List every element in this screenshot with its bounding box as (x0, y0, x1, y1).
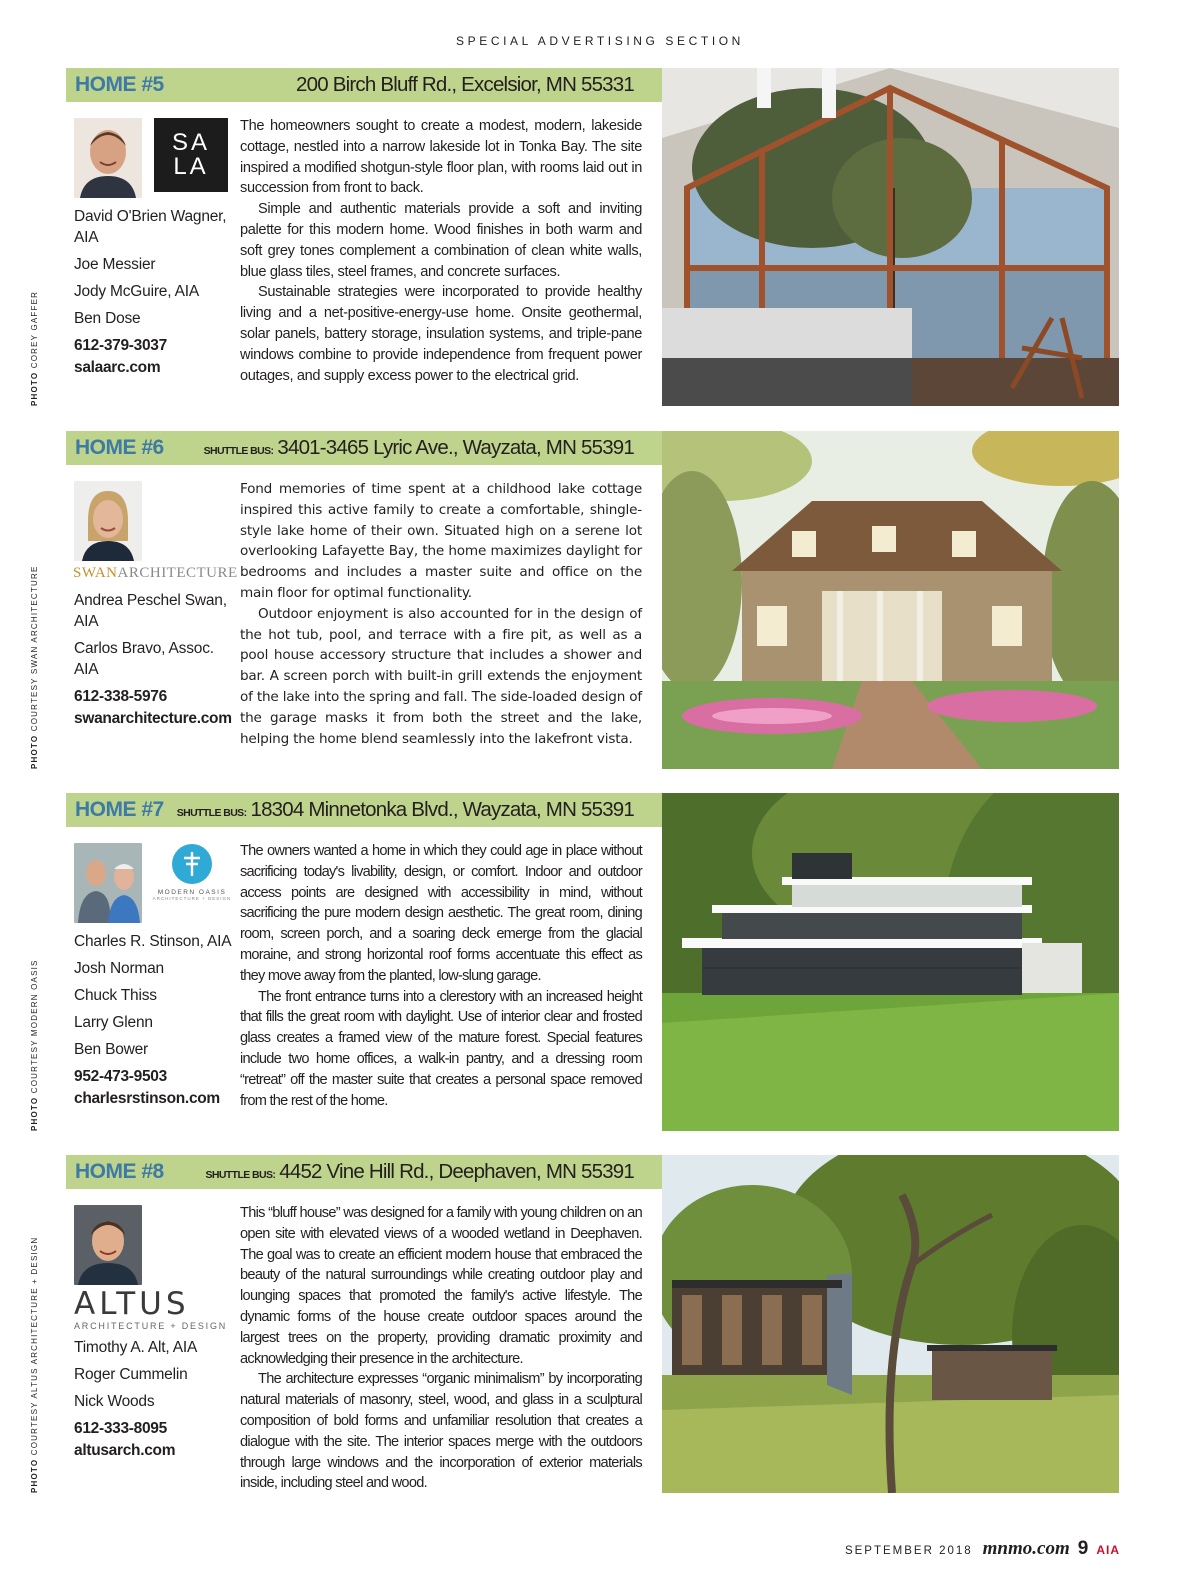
home-description: This “bluff house” was designed for a family with young children on an open site with elevated views of a wooded wetland in Deephaven. The goal was to create an efficient modern house that embraced the beauty of the natural surroundings while creating outdoor play and lounging spaces that promoted the family's active lifestyle. The dynamic forms of the house create outdoor spaces around the largest trees on the property, providing dramatic proximity and acknowledging their presence in the architecture. The architecture expresses “organic minimalism” by incorporating natural materials of masonry, steel, wood, and glass in a sculptural composition of bold forms and unfamiliar resolution that creates a dialogue with the site. The interior spaces merge with the outdoors through large windows and the incorporation of exterior materials inside, including steel and wood. (240, 1205, 642, 1492)
photo-credit: PHOTO COURTESY ALTUS ARCHITECTURE + DESIGN (30, 1236, 39, 1493)
firm-website-link[interactable]: charlesrstinson.com (74, 1090, 220, 1107)
architect-name: Charles R. Stinson, AIA (74, 933, 232, 950)
photo-credit: PHOTO COREY GAFFER (30, 290, 39, 406)
architect-name: Roger Cummelin (74, 1366, 188, 1383)
firm-phone: 612-333-8095 (74, 1420, 167, 1437)
home-number: HOME #8 (75, 1160, 164, 1183)
aia-brand: AIA (1096, 1543, 1120, 1557)
shuttle-bus-label: SHUTTLE BUS: (205, 1169, 276, 1181)
home-address: 18304 Minnetonka Blvd., Wayzata, MN 55391 (250, 798, 634, 821)
architect-name: Timothy A. Alt, AIA (74, 1339, 198, 1356)
architect-headshot (74, 481, 142, 561)
modern-oasis-logo: MODERN OASIS ARCHITECTURE + DESIGN (150, 843, 234, 901)
firm-website-link[interactable]: altusarch.com (74, 1442, 176, 1459)
photo-credit: PHOTO COURTESY MODERN OASIS (30, 959, 39, 1131)
home-header-bar (66, 68, 662, 102)
architect-credits (74, 481, 239, 730)
architect-name: Joe Messier (74, 256, 156, 273)
issue-date: SEPTEMBER 2018 (844, 1545, 973, 1557)
architect-name: Ben Bower (74, 1041, 149, 1058)
swan-architecture-logo: SWANARCHITECTURE (73, 565, 238, 581)
home-address: 200 Birch Bluff Rd., Excelsior, MN 55331 (296, 73, 634, 96)
architect-credits (74, 1205, 239, 1462)
home-photo (662, 1155, 1119, 1493)
firm-phone: 952-473-9503 (74, 1068, 167, 1085)
page-number: 9 (1077, 1538, 1089, 1559)
home-description: The homeowners sought to create a modest, modern, lakeside cottage, nestled into a narrow lakeside lot in Tonka Bay. The site inspired a modified shotgun-style floor plan, with rooms laid out in succession from front to back. Simple and authentic materials provide a soft and inviting palette for this modern home. Wood finishes in both warm and soft grey tones complement a combination of clean white walls, blue glass tiles, steel frames, and concrete surfaces. Sustainable strategies were incorporated to provide healthy living and a net-positive-energy-use home. Onsite geothermal, solar panels, battery storage, insulation systems, and triple-pane windows combine to provide independence from frequent power outages, and supply excess power to the electrical grid. (240, 118, 642, 384)
home-address: 3401-3465 Lyric Ave., Wayzata, MN 55391 (277, 436, 634, 459)
firm-phone: 612-338-5976 (74, 688, 167, 705)
home-photo (662, 68, 1119, 406)
architect-name: Carlos Bravo, Assoc. AIA (74, 640, 214, 678)
page-footer (845, 1538, 1120, 1560)
home-number: HOME #5 (75, 73, 164, 96)
architect-headshot (74, 118, 142, 198)
section-label: SPECIAL ADVERTISING SECTION (456, 34, 744, 48)
architect-name: Nick Woods (74, 1393, 155, 1410)
site-link[interactable]: mnmo.com (982, 1538, 1070, 1559)
firm-phone: 612-379-3037 (74, 337, 167, 354)
altus-logo: ALTUS ARCHITECTURE + DESIGN (74, 1286, 228, 1331)
architect-name: Jody McGuire, AIA (74, 283, 199, 300)
architect-name: Chuck Thiss (74, 987, 157, 1004)
architect-name: David O'Brien Wagner, AIA (74, 208, 227, 246)
firm-website-link[interactable]: swanarchitecture.com (74, 710, 232, 727)
firm-website-link[interactable]: salaarc.com (74, 359, 161, 376)
architect-name: Ben Dose (74, 310, 141, 327)
sala-logo: SA LA (154, 118, 228, 192)
home-number: HOME #7 (75, 798, 164, 821)
architect-name: Larry Glenn (74, 1014, 153, 1031)
home-header-bar (66, 431, 662, 465)
architect-credits (74, 118, 239, 379)
home-address: 4452 Vine Hill Rd., Deephaven, MN 55391 (279, 1160, 634, 1183)
home-header-bar (66, 793, 662, 827)
home-listing-8 (0, 1155, 1200, 1495)
home-listing-6 (0, 431, 1200, 771)
home-description: Fond memories of time spent at a childhood lake cottage inspired this active family to create a comfortable, shingle-style lake home of their own. Situated high on a serene lot overlooking Lafayette Bay, the home maximizes daylight for bedrooms and includes a master suite and office on the main floor for optimal functionality. Outdoor enjoyment is also accounted for in the design of the hot tub, pool, and terrace with a fire pit, as well as a pool house accessory structure that includes a shower and bar. A screen porch with built-in grill extends the enjoyment of the lake into the spring and fall. The side-loaded design of the garage masks it from both the street and the lake, helping the home blend seamlessly into the lakefront vista. (240, 481, 642, 747)
architect-name: Josh Norman (74, 960, 164, 977)
home-description: The owners wanted a home in which they could age in place without sacrificing today's livability, design, or comfort. Indoor and outdoor access points are designed with accessibility in mind, without sacrificing the pure modern design aesthetic. The great room, dining room, screen porch, and a soaring deck emerge from the glacial moraine, and strong horizontal roof forms accentuate this effect as they move away from the planted, low-slung garage. The front entrance turns into a clerestory with an increased height that fills the great room with daylight. Use of interior clear and frosted glass creates a framed view of the mature forest. Special features include two home offices, a walk-in pantry, and a dressing room “retreat” off the master suite that creates a personal space removed from the rest of the home. (240, 843, 642, 1109)
photo-credit: PHOTO COURTESY SWAN ARCHITECTURE (30, 565, 39, 769)
architect-name: Andrea Peschel Swan, AIA (74, 592, 227, 630)
shuttle-bus-label: SHUTTLE BUS: (203, 445, 274, 457)
shuttle-bus-label: SHUTTLE BUS: (176, 807, 247, 819)
home-listing-5 (0, 68, 1200, 408)
architect-credits (74, 843, 239, 1110)
home-number: HOME #6 (75, 436, 164, 459)
home-photo (662, 431, 1119, 769)
architect-headshot (74, 843, 142, 923)
architect-headshot (74, 1205, 142, 1285)
home-photo (662, 793, 1119, 1131)
home-header-bar (66, 1155, 662, 1189)
modern-oasis-icon (171, 843, 213, 885)
home-listing-7 (0, 793, 1200, 1133)
